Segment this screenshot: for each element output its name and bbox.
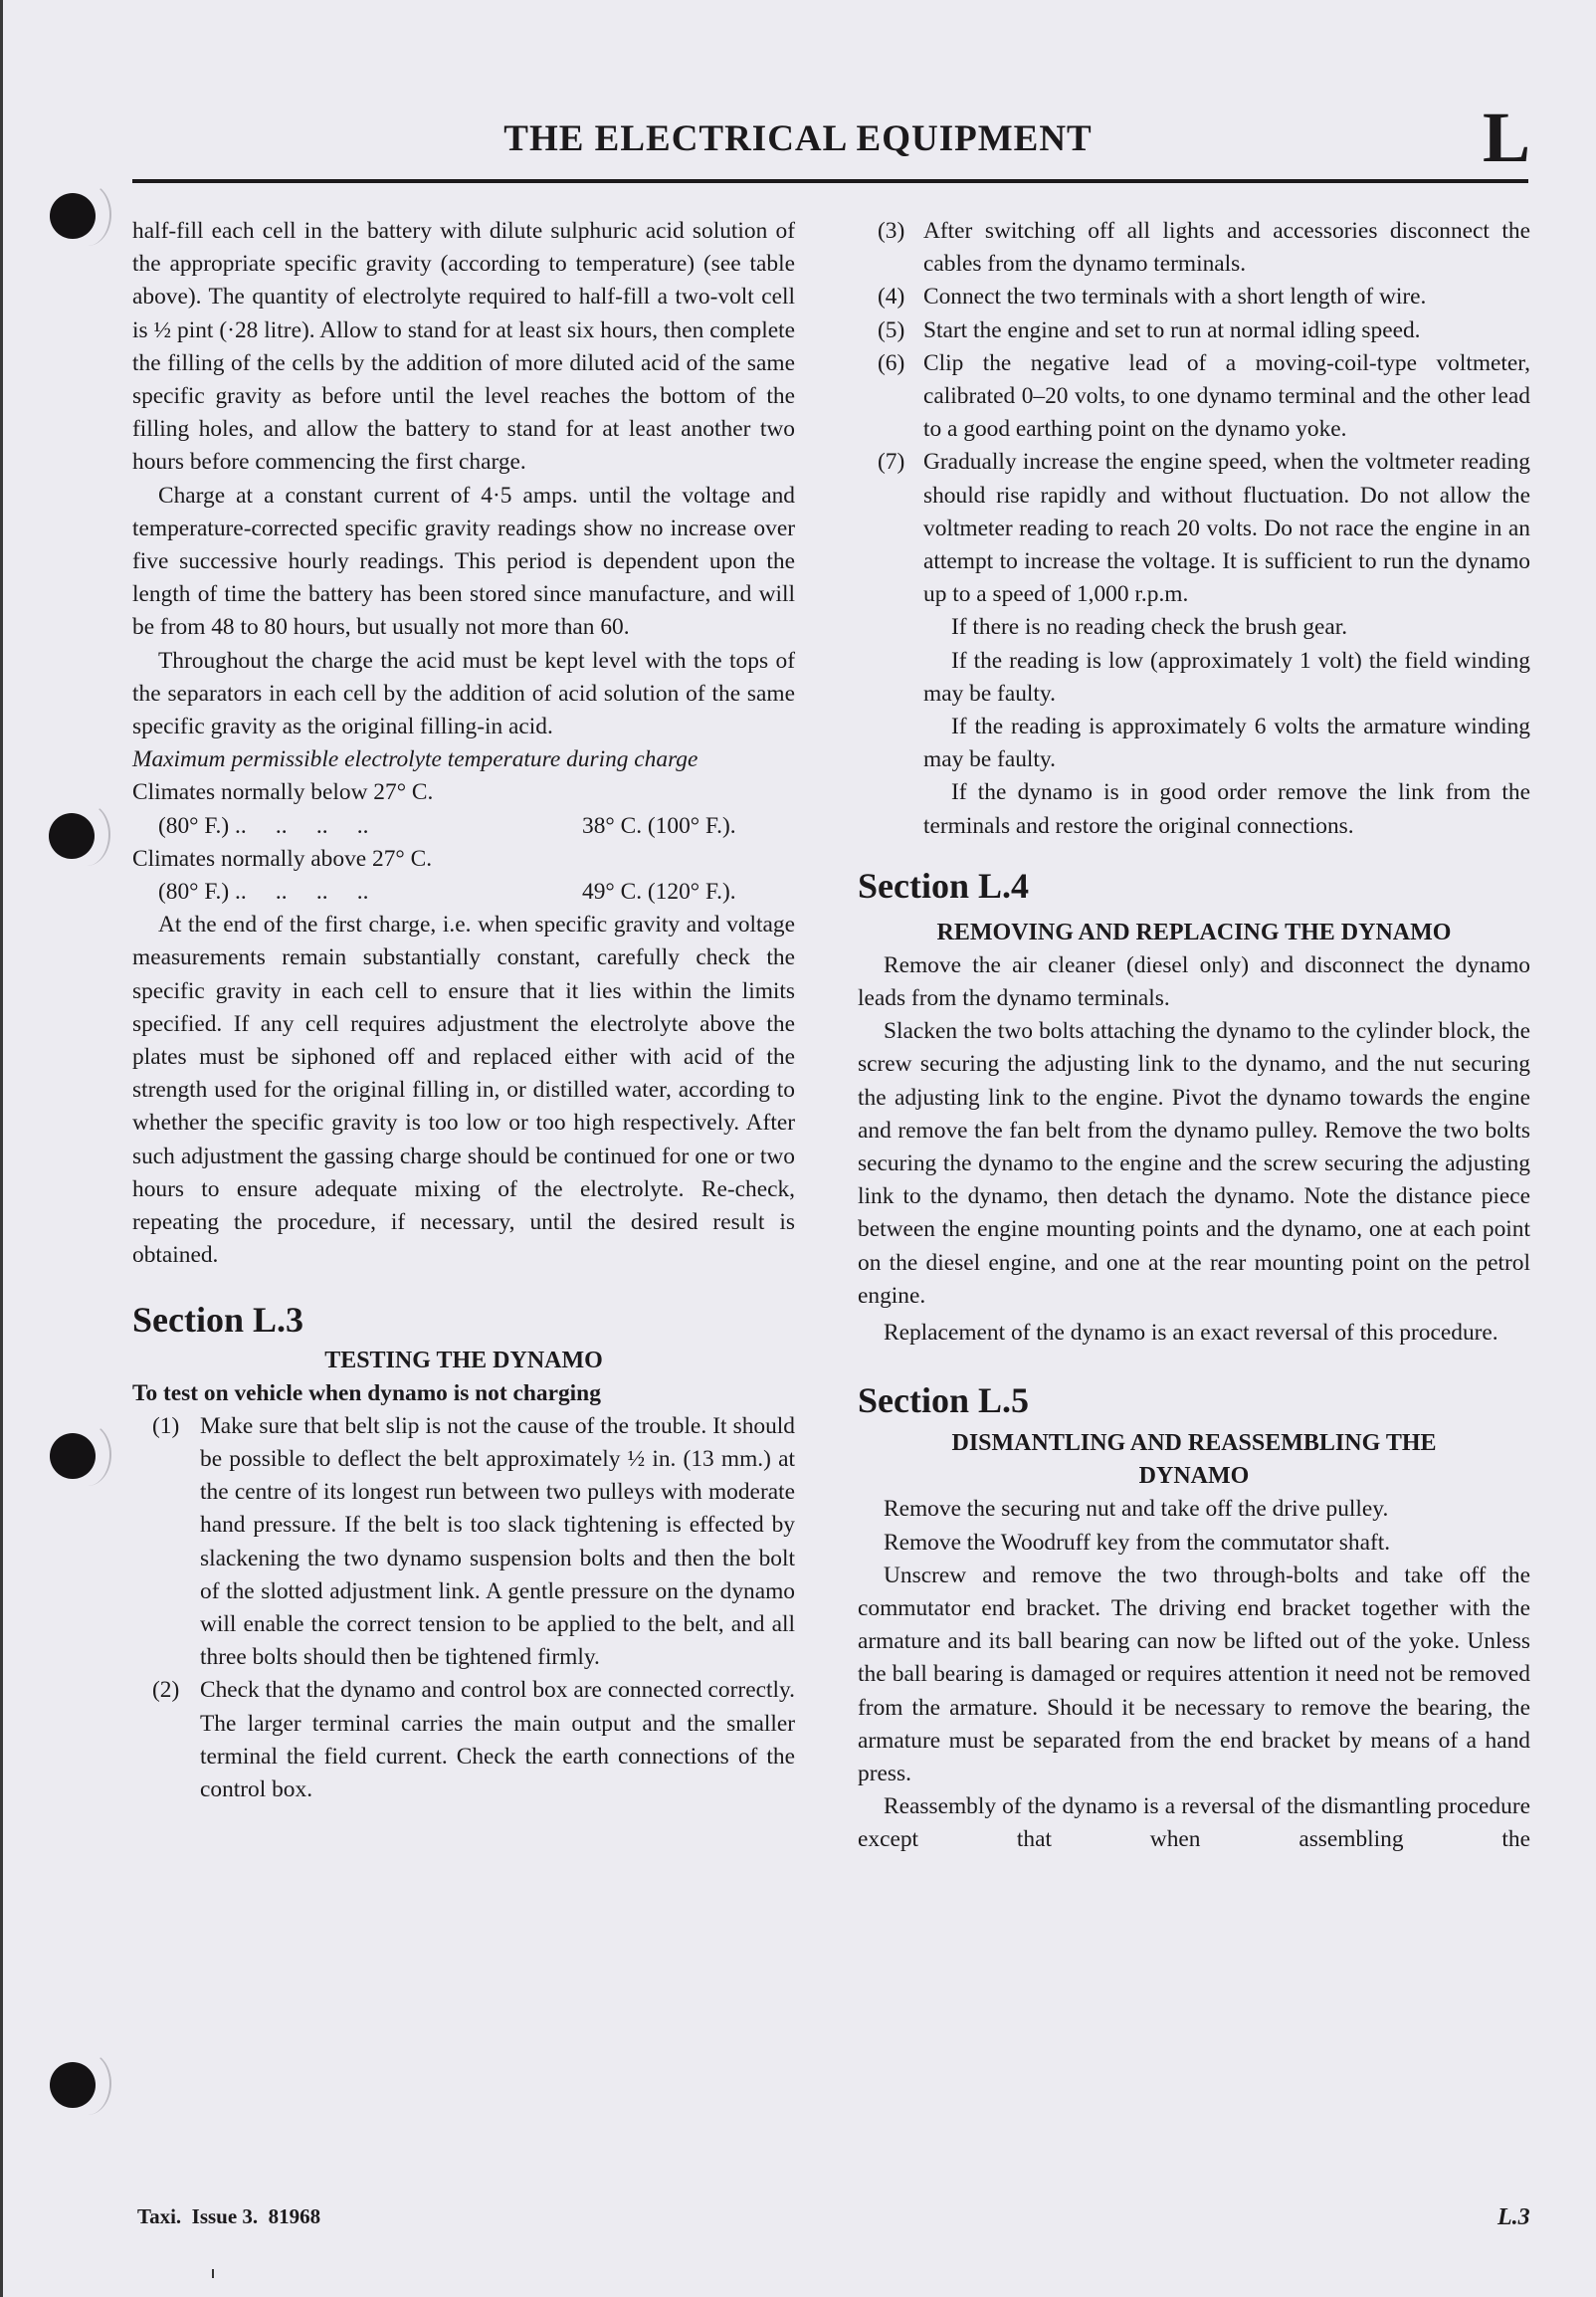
section-subtitle-l4: REMOVING AND REPLACING THE DYNAMO — [936, 919, 1452, 945]
item-text: Clip the negative lead of a moving-coil-type voltmeter, calibrated 0–20 volts, to one dynamo terminal and the other lead to a good earthing point on the dynamo yoke. — [923, 349, 1530, 443]
list-item — [858, 314, 1530, 347]
note: If the reading is approximately 6 volts the armature winding may be faulty. — [923, 714, 1530, 773]
temp-climate: Climates normally above 27° C. — [132, 845, 433, 872]
section-title-l3: Section L.3 — [132, 1299, 304, 1340]
item-number: (4) — [878, 284, 905, 311]
list-item — [132, 1674, 795, 1806]
binder-hole-icon — [49, 813, 95, 859]
paragraph: Reassembly of the dynamo is a reversal of the dismantling procedure except that when assembling the — [858, 1793, 1530, 1853]
list-item — [858, 281, 1530, 313]
header-rule — [132, 179, 1528, 183]
paragraph: Remove the air cleaner (diesel only) and disconnect the dynamo leads from the dynamo terminals. — [858, 951, 1530, 1012]
section-subtitle-l3: TESTING THE DYNAMO — [324, 1347, 603, 1373]
item-text: Gradually increase the engine speed, when the voltmeter reading should rise rapidly and without fluctuation. Do not allow the voltmeter reading to reach 20 volts. Do not race the engine in an attempt to increase the voltage. It is sufficient to run the dynamo up to a speed of 1,000 r.p.m. — [923, 449, 1530, 608]
scan-mark — [212, 2269, 214, 2278]
item-text: After switching off all lights and accessories disconnect the cables from the dynamo terminals. — [923, 218, 1530, 278]
paragraph: Remove the Woodruff key from the commutator shaft. — [884, 1529, 1391, 1556]
temp-label: (80° F.) .. .. .. .. — [158, 812, 369, 839]
paragraph: Unscrew and remove the two through-bolts and take off the commutator end bracket. The driving end bracket together with the armature and its ball bearing can now be lifted out of the yoke. Unless the ball bearing is damaged or requires attention it need not be removed from the armature. Should it be necessary to remove the bearing, the armature must be separated from the end bracket by means of a hand press. — [858, 1562, 1530, 1786]
binder-hole-icon — [50, 1433, 96, 1479]
note: If there is no reading check the brush gear. — [951, 614, 1348, 641]
item-number: (7) — [878, 449, 905, 476]
item-number: (3) — [878, 218, 905, 244]
paragraph: At the end of the first charge, i.e. when specific gravity and voltage measurements remain substantially constant, carefully check the specific gravity in each cell to ensure that it lies within the limits specified. If any cell requires adjustment the electrolyte above the plates must be siphoned off and replaced either with acid of the strength used for the original filling in, or distilled water, according to whether the specific gravity is too low or too high respectively. After such adjustment the gassing charge should be continued for one or two hours to ensure adequate mixing of the electrolyte. Re-check, repeating the procedure, if necessary, until the desired result is obtained. — [132, 912, 795, 1269]
item-text: Make sure that belt slip is not the cause of the trouble. It should be possible to deflect the belt approximately ½ in. (13 mm.) at the centre of its longest run between two pulleys with moderate hand pressure. If the belt is too slack tightening is effected by slackening the two dynamo suspension bolts and then the bolt of the slotted adjustment link. A gentle pressure on the dynamo will enable the correct tension to be applied to the belt, and all three bolts should then be tightened firmly. — [200, 1412, 795, 1671]
chapter-letter: L — [1483, 98, 1531, 177]
paragraph: Replacement of the dynamo is an exact reversal of this procedure. — [884, 1320, 1498, 1347]
left-column — [132, 215, 795, 1806]
temp-row — [132, 876, 795, 909]
temp-table — [132, 776, 795, 909]
item-number: (2) — [152, 1677, 180, 1704]
page-number: L.3 — [1497, 2204, 1530, 2230]
section-title-l4: Section L.4 — [858, 865, 1030, 906]
temp-value: 38° C. (100° F.). — [582, 812, 736, 839]
note: If the reading is low (approximately 1 volt) the field winding may be faulty. — [923, 647, 1530, 707]
item-text: Connect the two terminals with a short length of wire. — [923, 284, 1427, 311]
max-temp-heading: Maximum permissible electrolyte temperature during charge — [132, 746, 698, 773]
paragraph: Throughout the charge the acid must be kept level with the tops of the separators in each cell by the addition of acid solution of the same specific gravity as the original filling-in acid. — [132, 647, 795, 740]
paragraph: Charge at a constant current of 4·5 amps. until the voltage and temperature-corrected specific gravity readings show no increase over five successive hourly readings. This period is dependent upon the length of time the battery has been stored since manufacture, and will be from 48 to 80 hours, but usually not more than 60. — [132, 482, 795, 641]
paragraph: Slacken the two bolts attaching the dynamo to the cylinder block, the screw securing the adjusting link to the dynamo, and the nut securing the adjusting link to the engine. Pivot the dynamo towards the engine and remove the fan belt from the dynamo pulley. Remove the two bolts securing the dynamo to the engine and the screw securing the adjusting link to the dynamo, then detach the dynamo. Note the distance piece between the engine mounting points and the dynamo, one at each point on the diesel engine, and one at the rear mounting point on the petrol engine. — [858, 1018, 1530, 1309]
list-item — [858, 347, 1530, 447]
list-item — [858, 446, 1530, 611]
temp-value: 49° C. (120° F.). — [582, 879, 736, 906]
section-title-l5: Section L.5 — [858, 1380, 1030, 1421]
item-number: (6) — [878, 349, 905, 376]
test-heading: To test on vehicle when dynamo is not charging — [132, 1379, 601, 1406]
temp-row — [132, 810, 795, 843]
page-edge — [0, 0, 3, 2297]
item-text: Check that the dynamo and control box are connected correctly. The larger terminal carries the main output and the smaller terminal the field current. Check the earth connections of the control box. — [200, 1677, 795, 1802]
temp-label: (80° F.) .. .. .. .. — [158, 879, 369, 906]
list-item — [132, 1410, 795, 1675]
item-text: Start the engine and set to run at normal idling speed. — [923, 316, 1421, 343]
footer-issue: Taxi. Issue 3. 81968 — [137, 2204, 321, 2228]
page-title: THE ELECTRICAL EQUIPMENT — [503, 118, 1093, 159]
item-number: (5) — [878, 316, 905, 343]
binder-hole-icon — [50, 193, 96, 239]
section-subtitle-l5: DISMANTLING AND REASSEMBLING THE DYNAMO — [951, 1430, 1437, 1490]
paragraph: Remove the securing nut and take off the drive pulley. — [884, 1496, 1389, 1523]
paragraph: half-fill each cell in the battery with dilute sulphuric acid solution of the appropriate specific gravity (according to temperature) (see table above). The quantity of electrolyte required to half-fill a two-volt cell is ½ pint (·28 litre). Allow to stand for at least six hours, then complete the filling of the cells by the addition of more diluted acid of the same specific gravity as before until the level reaches the bottom of the filling holes, and allow the battery to stand for at least another two hours before commencing the first charge. — [132, 218, 795, 476]
temp-climate: Climates normally below 27° C. — [132, 779, 434, 806]
right-column — [858, 215, 1530, 1857]
list-item — [858, 215, 1530, 281]
binder-hole-icon — [50, 2062, 96, 2108]
note: If the dynamo is in good order remove the link from the terminals and restore the original connections. — [923, 779, 1530, 839]
item-number: (1) — [152, 1412, 180, 1439]
